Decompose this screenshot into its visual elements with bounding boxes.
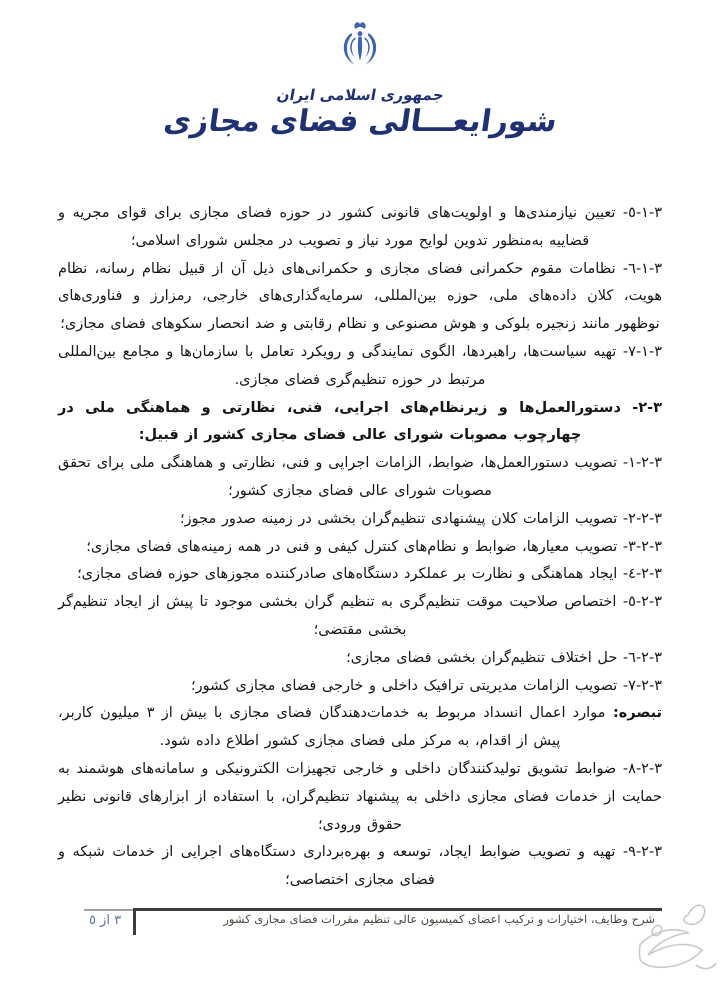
paragraph-3-2-2: ٣-٢-٢- تصویب الزامات کلان پیشنهادی تنظیم‌گران بخشی در زمینه صدور مجوز؛	[180, 510, 662, 527]
page-indicator: ٣ از ٥	[88, 913, 122, 928]
republic-of-iran-caption	[0, 86, 720, 104]
paragraph-note: تبصره: موارد اعمال انسداد مربوط به خدمات‌دهندگان فضای مجازی با بیش از ٣ میلیون کاربر، پیش از اقدام، به مرکز ملی فضای مجازی کشور اطلاع داده شود.	[58, 705, 663, 750]
paragraph-3-2-5: ٣-٢-٥- اختصاص صلاحیت موقت تنظیم‌گری به تنظیم گران بخشی موجود تا پیش از ایجاد تنظیم‌گر بخشی مقتضی؛	[58, 594, 662, 638]
footer-document-title: شرح وظایف، اختیارات و ترکیب اعضای کمیسیون عالی تنظیم مقررات فضای مجازی کشور	[223, 912, 655, 926]
footer-rule-left	[84, 909, 135, 911]
paragraph-3-2-6: ٣-٢-٦- حل اختلاف تنظیم‌گران بخشی فضای مجازی؛	[346, 649, 662, 666]
note-label: تبصره:	[605, 705, 663, 722]
paragraph-3-2-4: ٣-٢-٤- ایجاد هماهنگی و نظارت بر عملکرد دستگاه‌های صادرکننده مجوزهای حوزه فضای مجازی؛	[77, 566, 662, 583]
supreme-council-title	[0, 104, 720, 139]
paragraph-3-1-5: ٣-١-٥- تعیین نیازمندی‌ها و اولویت‌های قانونی کشور در حوزه فضای مجازی برای قوای مجریه و قضاییه به‌منظور تدوین لوایح مورد نیاز و تصویب در مجلس شورای اسلامی؛	[58, 205, 662, 249]
document-body	[58, 200, 662, 895]
paragraph-3-2-7: ٣-٢-٧- تصویب الزامات مدیریتی ترافیک داخلی و خارجی فضای مجازی کشور؛	[190, 677, 662, 694]
council-title-text: شورایعـــالی فضای مجازی	[161, 104, 559, 139]
paragraph-3-2-9: ٣-٢-٩- تهیه و تصویب ضوابط ایجاد، توسعه و بهره‌برداری دستگاه‌های اجرایی از خدمات شبکه و فضای مجازی اختصاصی؛	[58, 844, 662, 889]
paragraph-3-2-8: ٣-٢-٨- ضوابط تشویق تولیدکنندگان داخلی و خارجی تجهیزات الکترونیکی و سامانه‌های هوشمند به حمایت از خدمات فضای مجازی داخلی به پیشنهاد تنظیم‌گران، با استفاده از ابزارهای قانونی نظیر حقوق ورودی؛	[58, 760, 662, 833]
footer-rule-main	[135, 908, 662, 911]
paragraph-3-2-1: ٣-٢-١- تصویب دستورالعمل‌ها، ضوابط، الزامات اجرایی و فنی، نظارتی و هماهنگی ملی برای تحقق مصوبات شورای عالی فضای مجازی کشور؛	[58, 455, 662, 499]
paragraph-3-1-6: ٣-١-٦- نظامات مقوم حکمرانی فضای مجازی و حکمرانی‌های ذیل آن از قبیل نظام رسانه، نظام هویت، کلان داده‌های ملی، حوزه بین‌المللی، سرمایه‌گذاری‌های خارجی، رمزارز و فناوری‌های نوظهور مانند زنجیره بلوکی و هوش مصنوعی و نظام رقابتی و ضد انحصار سکوهای فضای مجازی؛	[58, 260, 662, 333]
paragraph-3-2-3: ٣-٢-٣- تصویب معیارها، ضوابط و نظام‌های کنترل کیفی و فنی در همه زمینه‌های فضای مجازی؛	[86, 538, 662, 555]
calligraphy-signature-watermark-icon	[626, 893, 720, 990]
republic-caption-text: جمهوری اسلامی ایران	[275, 86, 445, 104]
paragraph-3-1-7: ٣-١-٧- تهیه سیاست‌ها، راهبردها، الگوی نمایندگی و رویکرد تعامل با سازمان‌ها و مجامع بین‌المللی مرتبط در حوزه تنظیم‌گری فضای مجازی.	[58, 343, 662, 388]
iran-coat-of-arms-icon	[328, 15, 392, 85]
paragraph-3-2: ٣-٢- دستورالعمل‌ها و زیرنظام‌های اجرایی، فنی، نظارتی و هماهنگی ملی در چهارچوب مصوبات شورای عالی فضای مجازی کشور از قبیل:	[58, 399, 662, 444]
